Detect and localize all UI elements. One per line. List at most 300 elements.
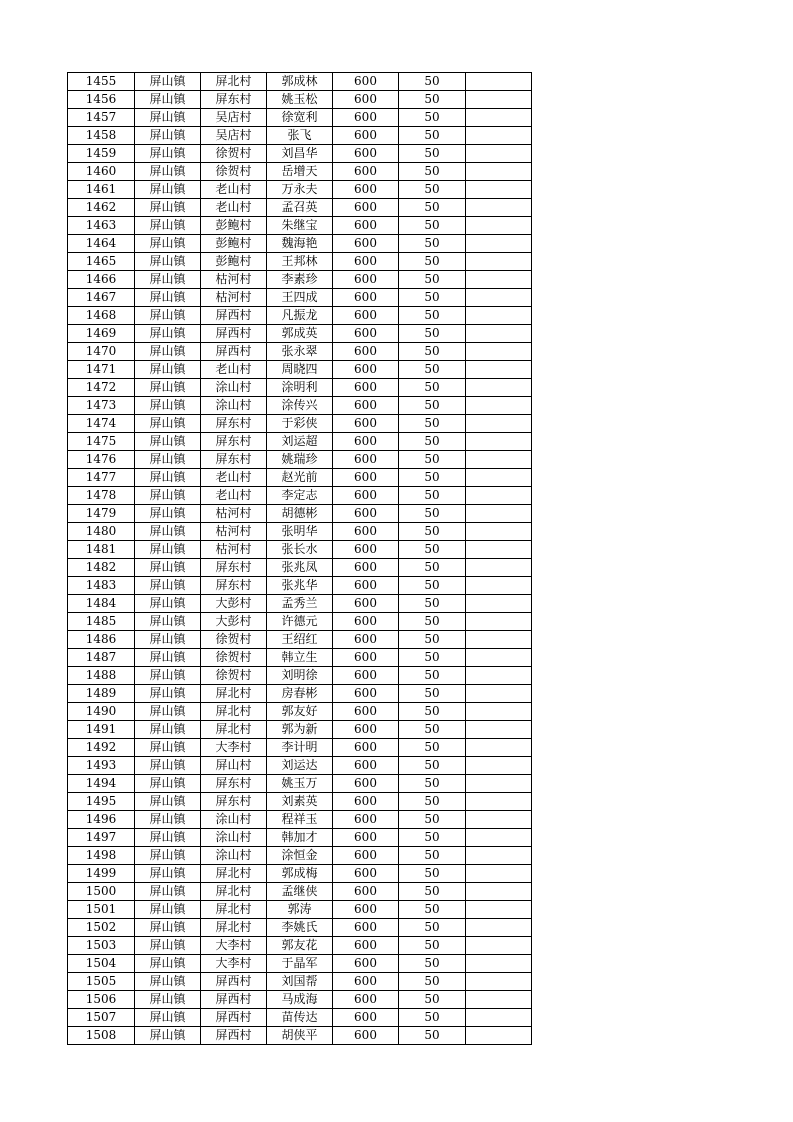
village-cell: 老山村 [201, 361, 267, 379]
town-cell: 屏山镇 [135, 163, 201, 181]
name-cell: 徐宽利 [267, 109, 333, 127]
village-cell: 屏北村 [201, 721, 267, 739]
row-number-cell: 1477 [68, 469, 135, 487]
note-cell [466, 325, 532, 343]
table-row [68, 559, 532, 577]
note-cell [466, 181, 532, 199]
count-cell: 50 [399, 325, 466, 343]
name-cell: 涂传兴 [267, 397, 333, 415]
name-cell: 郭友花 [267, 937, 333, 955]
row-number-cell: 1506 [68, 991, 135, 1009]
row-number-cell: 1486 [68, 631, 135, 649]
count-cell: 50 [399, 505, 466, 523]
note-cell [466, 631, 532, 649]
village-cell: 屏北村 [201, 919, 267, 937]
name-cell: 张明华 [267, 523, 333, 541]
town-cell: 屏山镇 [135, 919, 201, 937]
village-cell: 屏北村 [201, 901, 267, 919]
table-row [68, 451, 532, 469]
table-row [68, 1009, 532, 1027]
table-row [68, 163, 532, 181]
town-cell: 屏山镇 [135, 739, 201, 757]
village-cell: 屏北村 [201, 883, 267, 901]
village-cell: 屏东村 [201, 775, 267, 793]
count-cell: 50 [399, 865, 466, 883]
table-row [68, 469, 532, 487]
amount-cell: 600 [333, 253, 399, 271]
name-cell: 张飞 [267, 127, 333, 145]
count-cell: 50 [399, 523, 466, 541]
row-number-cell: 1494 [68, 775, 135, 793]
note-cell [466, 397, 532, 415]
row-number-cell: 1462 [68, 199, 135, 217]
village-cell: 彭鲍村 [201, 217, 267, 235]
town-cell: 屏山镇 [135, 73, 201, 91]
name-cell: 韩加才 [267, 829, 333, 847]
amount-cell: 600 [333, 811, 399, 829]
note-cell [466, 757, 532, 775]
count-cell: 50 [399, 163, 466, 181]
town-cell: 屏山镇 [135, 217, 201, 235]
row-number-cell: 1505 [68, 973, 135, 991]
row-number-cell: 1489 [68, 685, 135, 703]
count-cell: 50 [399, 235, 466, 253]
note-cell [466, 595, 532, 613]
name-cell: 张兆华 [267, 577, 333, 595]
town-cell: 屏山镇 [135, 127, 201, 145]
note-cell [466, 343, 532, 361]
note-cell [466, 613, 532, 631]
row-number-cell: 1495 [68, 793, 135, 811]
table-row [68, 775, 532, 793]
note-cell [466, 91, 532, 109]
count-cell: 50 [399, 649, 466, 667]
table-row [68, 397, 532, 415]
village-cell: 屏北村 [201, 685, 267, 703]
village-cell: 屏东村 [201, 451, 267, 469]
town-cell: 屏山镇 [135, 991, 201, 1009]
amount-cell: 600 [333, 577, 399, 595]
note-cell [466, 127, 532, 145]
amount-cell: 600 [333, 199, 399, 217]
row-number-cell: 1490 [68, 703, 135, 721]
town-cell: 屏山镇 [135, 595, 201, 613]
table-row [68, 217, 532, 235]
note-cell [466, 1027, 532, 1045]
note-cell [466, 649, 532, 667]
village-cell: 老山村 [201, 181, 267, 199]
amount-cell: 600 [333, 757, 399, 775]
name-cell: 郭友好 [267, 703, 333, 721]
row-number-cell: 1472 [68, 379, 135, 397]
row-number-cell: 1481 [68, 541, 135, 559]
note-cell [466, 775, 532, 793]
row-number-cell: 1483 [68, 577, 135, 595]
count-cell: 50 [399, 595, 466, 613]
village-cell: 吴店村 [201, 127, 267, 145]
row-number-cell: 1473 [68, 397, 135, 415]
count-cell: 50 [399, 271, 466, 289]
town-cell: 屏山镇 [135, 901, 201, 919]
amount-cell: 600 [333, 541, 399, 559]
amount-cell: 600 [333, 1009, 399, 1027]
name-cell: 李计明 [267, 739, 333, 757]
town-cell: 屏山镇 [135, 343, 201, 361]
town-cell: 屏山镇 [135, 181, 201, 199]
note-cell [466, 847, 532, 865]
amount-cell: 600 [333, 775, 399, 793]
town-cell: 屏山镇 [135, 847, 201, 865]
amount-cell: 600 [333, 415, 399, 433]
table-row [68, 667, 532, 685]
count-cell: 50 [399, 991, 466, 1009]
count-cell: 50 [399, 73, 466, 91]
note-cell [466, 415, 532, 433]
town-cell: 屏山镇 [135, 325, 201, 343]
note-cell [466, 289, 532, 307]
note-cell [466, 469, 532, 487]
amount-cell: 600 [333, 829, 399, 847]
town-cell: 屏山镇 [135, 487, 201, 505]
amount-cell: 600 [333, 649, 399, 667]
table-row [68, 865, 532, 883]
village-cell: 徐贺村 [201, 667, 267, 685]
amount-cell: 600 [333, 685, 399, 703]
count-cell: 50 [399, 181, 466, 199]
row-number-cell: 1485 [68, 613, 135, 631]
table-row [68, 955, 532, 973]
count-cell: 50 [399, 487, 466, 505]
name-cell: 刘国帮 [267, 973, 333, 991]
amount-cell: 600 [333, 397, 399, 415]
count-cell: 50 [399, 685, 466, 703]
town-cell: 屏山镇 [135, 271, 201, 289]
note-cell [466, 487, 532, 505]
note-cell [466, 883, 532, 901]
count-cell: 50 [399, 397, 466, 415]
name-cell: 张长水 [267, 541, 333, 559]
note-cell [466, 703, 532, 721]
table-row [68, 487, 532, 505]
row-number-cell: 1468 [68, 307, 135, 325]
row-number-cell: 1502 [68, 919, 135, 937]
village-cell: 屏北村 [201, 73, 267, 91]
name-cell: 王绍红 [267, 631, 333, 649]
name-cell: 涂明利 [267, 379, 333, 397]
row-number-cell: 1478 [68, 487, 135, 505]
note-cell [466, 829, 532, 847]
name-cell: 凡振龙 [267, 307, 333, 325]
table-row [68, 613, 532, 631]
town-cell: 屏山镇 [135, 721, 201, 739]
note-cell [466, 685, 532, 703]
row-number-cell: 1460 [68, 163, 135, 181]
town-cell: 屏山镇 [135, 145, 201, 163]
table-row [68, 847, 532, 865]
name-cell: 李定志 [267, 487, 333, 505]
row-number-cell: 1470 [68, 343, 135, 361]
name-cell: 郭涛 [267, 901, 333, 919]
note-cell [466, 235, 532, 253]
row-number-cell: 1476 [68, 451, 135, 469]
table-row [68, 433, 532, 451]
name-cell: 郭为新 [267, 721, 333, 739]
town-cell: 屏山镇 [135, 469, 201, 487]
town-cell: 屏山镇 [135, 505, 201, 523]
note-cell [466, 919, 532, 937]
note-cell [466, 307, 532, 325]
note-cell [466, 163, 532, 181]
count-cell: 50 [399, 145, 466, 163]
row-number-cell: 1464 [68, 235, 135, 253]
town-cell: 屏山镇 [135, 811, 201, 829]
town-cell: 屏山镇 [135, 649, 201, 667]
note-cell [466, 379, 532, 397]
town-cell: 屏山镇 [135, 865, 201, 883]
village-cell: 屏西村 [201, 1009, 267, 1027]
note-cell [466, 541, 532, 559]
table-row [68, 883, 532, 901]
amount-cell: 600 [333, 955, 399, 973]
count-cell: 50 [399, 109, 466, 127]
town-cell: 屏山镇 [135, 1009, 201, 1027]
row-number-cell: 1467 [68, 289, 135, 307]
note-cell [466, 433, 532, 451]
name-cell: 刘素英 [267, 793, 333, 811]
amount-cell: 600 [333, 973, 399, 991]
note-cell [466, 991, 532, 1009]
amount-cell: 600 [333, 235, 399, 253]
table-row [68, 379, 532, 397]
table-row [68, 703, 532, 721]
table-row [68, 181, 532, 199]
note-cell [466, 739, 532, 757]
count-cell: 50 [399, 811, 466, 829]
village-cell: 涂山村 [201, 847, 267, 865]
town-cell: 屏山镇 [135, 541, 201, 559]
count-cell: 50 [399, 631, 466, 649]
amount-cell: 600 [333, 325, 399, 343]
town-cell: 屏山镇 [135, 757, 201, 775]
village-cell: 屏西村 [201, 973, 267, 991]
amount-cell: 600 [333, 487, 399, 505]
note-cell [466, 73, 532, 91]
row-number-cell: 1463 [68, 217, 135, 235]
village-cell: 大彭村 [201, 595, 267, 613]
name-cell: 刘明徐 [267, 667, 333, 685]
town-cell: 屏山镇 [135, 883, 201, 901]
table-row [68, 685, 532, 703]
note-cell [466, 793, 532, 811]
town-cell: 屏山镇 [135, 307, 201, 325]
amount-cell: 600 [333, 523, 399, 541]
count-cell: 50 [399, 577, 466, 595]
note-cell [466, 523, 532, 541]
note-cell [466, 811, 532, 829]
amount-cell: 600 [333, 937, 399, 955]
note-cell [466, 901, 532, 919]
table-row [68, 649, 532, 667]
name-cell: 姚玉松 [267, 91, 333, 109]
table-row [68, 127, 532, 145]
row-number-cell: 1503 [68, 937, 135, 955]
village-cell: 屏东村 [201, 793, 267, 811]
village-cell: 徐贺村 [201, 145, 267, 163]
amount-cell: 600 [333, 289, 399, 307]
count-cell: 50 [399, 973, 466, 991]
table-row [68, 253, 532, 271]
town-cell: 屏山镇 [135, 397, 201, 415]
row-number-cell: 1457 [68, 109, 135, 127]
table-row [68, 91, 532, 109]
village-cell: 枯河村 [201, 541, 267, 559]
town-cell: 屏山镇 [135, 955, 201, 973]
amount-cell: 600 [333, 145, 399, 163]
count-cell: 50 [399, 721, 466, 739]
name-cell: 王邦林 [267, 253, 333, 271]
count-cell: 50 [399, 433, 466, 451]
table-row [68, 523, 532, 541]
count-cell: 50 [399, 127, 466, 145]
name-cell: 张永翠 [267, 343, 333, 361]
village-cell: 徐贺村 [201, 163, 267, 181]
town-cell: 屏山镇 [135, 109, 201, 127]
amount-cell: 600 [333, 451, 399, 469]
note-cell [466, 361, 532, 379]
town-cell: 屏山镇 [135, 361, 201, 379]
name-cell: 孟秀兰 [267, 595, 333, 613]
village-cell: 老山村 [201, 469, 267, 487]
amount-cell: 600 [333, 703, 399, 721]
count-cell: 50 [399, 307, 466, 325]
name-cell: 李姚氏 [267, 919, 333, 937]
row-number-cell: 1465 [68, 253, 135, 271]
table-row [68, 757, 532, 775]
amount-cell: 600 [333, 919, 399, 937]
village-cell: 枯河村 [201, 289, 267, 307]
table-row [68, 937, 532, 955]
name-cell: 万永夫 [267, 181, 333, 199]
row-number-cell: 1496 [68, 811, 135, 829]
village-cell: 涂山村 [201, 829, 267, 847]
table-row [68, 415, 532, 433]
name-cell: 胡侠平 [267, 1027, 333, 1045]
town-cell: 屏山镇 [135, 667, 201, 685]
name-cell: 姚玉万 [267, 775, 333, 793]
village-cell: 大李村 [201, 937, 267, 955]
row-number-cell: 1488 [68, 667, 135, 685]
count-cell: 50 [399, 379, 466, 397]
row-number-cell: 1466 [68, 271, 135, 289]
table-row [68, 739, 532, 757]
table-row [68, 1027, 532, 1045]
count-cell: 50 [399, 829, 466, 847]
name-cell: 许德元 [267, 613, 333, 631]
village-cell: 彭鲍村 [201, 235, 267, 253]
amount-cell: 600 [333, 901, 399, 919]
village-cell: 屏东村 [201, 415, 267, 433]
table-row [68, 991, 532, 1009]
name-cell: 孟召英 [267, 199, 333, 217]
name-cell: 朱继宝 [267, 217, 333, 235]
table-row [68, 973, 532, 991]
count-cell: 50 [399, 739, 466, 757]
town-cell: 屏山镇 [135, 451, 201, 469]
count-cell: 50 [399, 199, 466, 217]
row-number-cell: 1469 [68, 325, 135, 343]
note-cell [466, 973, 532, 991]
town-cell: 屏山镇 [135, 433, 201, 451]
table-row [68, 235, 532, 253]
count-cell: 50 [399, 541, 466, 559]
row-number-cell: 1479 [68, 505, 135, 523]
count-cell: 50 [399, 415, 466, 433]
amount-cell: 600 [333, 793, 399, 811]
note-cell [466, 667, 532, 685]
village-cell: 屏东村 [201, 433, 267, 451]
village-cell: 屏西村 [201, 343, 267, 361]
table-row [68, 361, 532, 379]
name-cell: 胡德彬 [267, 505, 333, 523]
town-cell: 屏山镇 [135, 91, 201, 109]
amount-cell: 600 [333, 361, 399, 379]
village-cell: 屏东村 [201, 577, 267, 595]
row-number-cell: 1504 [68, 955, 135, 973]
name-cell: 涂恒金 [267, 847, 333, 865]
table-row [68, 631, 532, 649]
table-row [68, 307, 532, 325]
count-cell: 50 [399, 955, 466, 973]
town-cell: 屏山镇 [135, 613, 201, 631]
amount-cell: 600 [333, 667, 399, 685]
village-cell: 屏北村 [201, 703, 267, 721]
row-number-cell: 1487 [68, 649, 135, 667]
amount-cell: 600 [333, 91, 399, 109]
name-cell: 周晓四 [267, 361, 333, 379]
note-cell [466, 271, 532, 289]
amount-cell: 600 [333, 595, 399, 613]
table-row [68, 325, 532, 343]
name-cell: 刘运达 [267, 757, 333, 775]
note-cell [466, 559, 532, 577]
row-number-cell: 1508 [68, 1027, 135, 1045]
count-cell: 50 [399, 253, 466, 271]
town-cell: 屏山镇 [135, 829, 201, 847]
name-cell: 岳增天 [267, 163, 333, 181]
count-cell: 50 [399, 793, 466, 811]
count-cell: 50 [399, 451, 466, 469]
village-cell: 屏西村 [201, 1027, 267, 1045]
count-cell: 50 [399, 1027, 466, 1045]
town-cell: 屏山镇 [135, 937, 201, 955]
name-cell: 张兆凤 [267, 559, 333, 577]
village-cell: 吴店村 [201, 109, 267, 127]
amount-cell: 600 [333, 991, 399, 1009]
row-number-cell: 1480 [68, 523, 135, 541]
village-cell: 屏西村 [201, 307, 267, 325]
village-cell: 涂山村 [201, 397, 267, 415]
row-number-cell: 1493 [68, 757, 135, 775]
table-row [68, 109, 532, 127]
amount-cell: 600 [333, 559, 399, 577]
town-cell: 屏山镇 [135, 199, 201, 217]
row-number-cell: 1499 [68, 865, 135, 883]
count-cell: 50 [399, 901, 466, 919]
table-row [68, 811, 532, 829]
town-cell: 屏山镇 [135, 1027, 201, 1045]
note-cell [466, 199, 532, 217]
town-cell: 屏山镇 [135, 685, 201, 703]
